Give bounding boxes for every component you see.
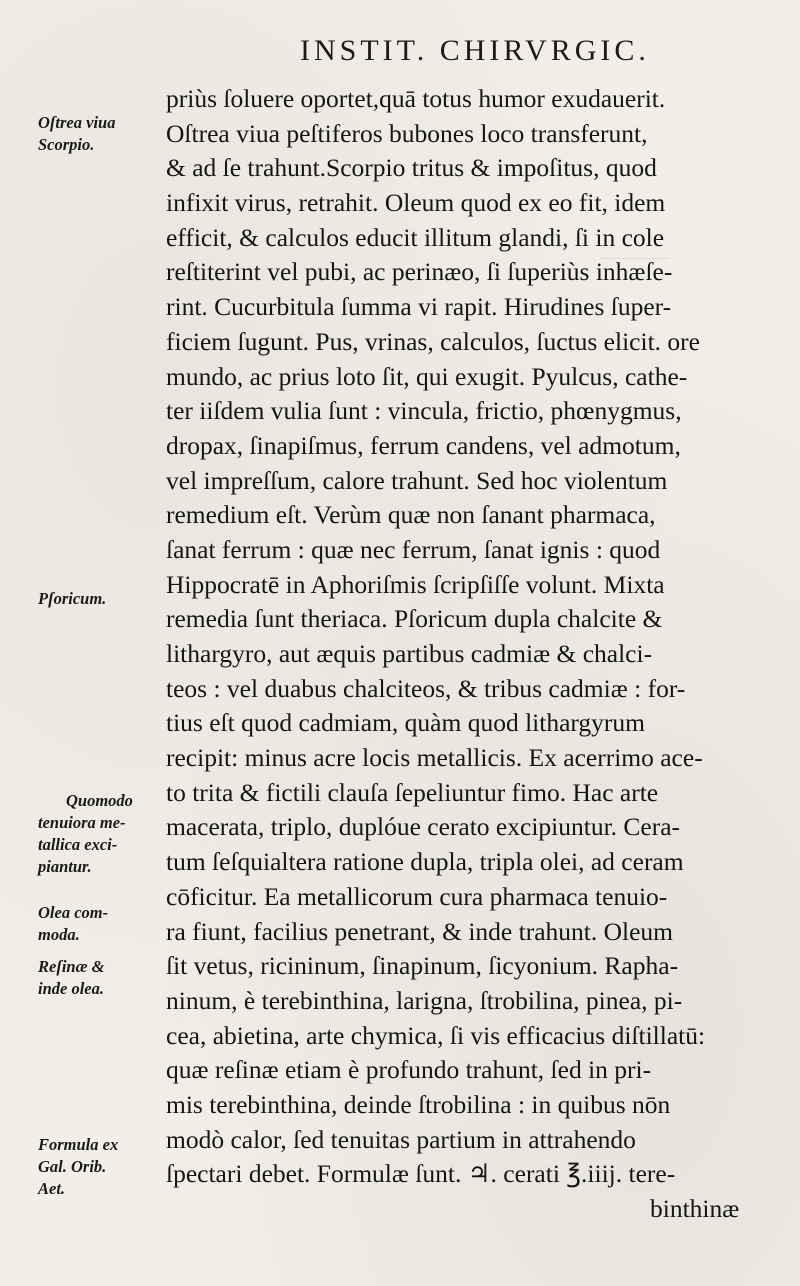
margin-note-resinae — [38, 956, 160, 1000]
margin-note-line: Quomodo — [66, 791, 133, 810]
margin-note-quomodo — [38, 790, 160, 878]
margin-note-line: piantur. — [38, 857, 92, 876]
text-line: ter iiſdem vulia ſunt : vincula, frictio, phœnygmus, — [166, 396, 682, 426]
catchword-line: binthinæ — [650, 1194, 740, 1223]
text-line: tius eſt quod cadmiam, quàm quod lithargyrum — [166, 708, 645, 738]
text-line: cea, abietina, arte chymica, ſi vis efficacius diſtillatū: — [166, 1020, 706, 1050]
text-line: recipit: minus acre locis metallicis. Ex acerrimo ace- — [166, 743, 703, 773]
text-line: ſit vetus, ricininum, ſinapinum, ſicyonium. Rapha- — [166, 951, 679, 981]
running-header: INSTIT. CHIRVRGIC. — [300, 34, 650, 67]
text-line: ficiem ſugunt. Pus, vrinas, calculos, ſuctus elicit. ore — [166, 326, 700, 356]
margin-note-line: Pſoricum. — [38, 589, 107, 608]
margin-note-line: Gal. Orib. — [38, 1157, 107, 1176]
text-line: priùs ſoluere oportet,quā totus humor exudauerit. — [166, 84, 666, 113]
text-line: macerata, triplo, duplóue cerato excipiuntur. Cera- — [166, 812, 681, 842]
text-line: dropax, ſinapiſmus, ferrum candens, vel admotum, — [166, 430, 681, 460]
text-line: to trita & fictili clauſa ſepeliuntur fimo. Hac arte — [166, 777, 659, 807]
text-line: efficit, & calculos educit illitum glandi, ſi in cole — [166, 222, 665, 252]
margin-note-line: moda. — [38, 925, 80, 944]
text-line: remedia ſunt theriaca. Pſoricum dupla chalcite & — [166, 604, 663, 634]
margin-note-line: Scorpio. — [38, 135, 95, 154]
text-line: Oſtrea viua peſtiferos bubones loco transferunt, — [166, 118, 648, 148]
text-line: cōficitur. Ea metallicorum cura pharmaca tenuio- — [166, 881, 668, 911]
margin-note-olea — [38, 902, 160, 946]
margin-note-ostrea — [38, 112, 160, 156]
text-line: ra fiunt, facilius penetrant, & inde trahunt. Oleum — [166, 916, 674, 946]
text-line: modò calor, ſed tenuitas partium in attrahendo — [166, 1124, 636, 1154]
text-line: teos : vel duabus chalciteos, & tribus cadmiæ : for- — [166, 673, 686, 703]
margin-note-formula — [38, 1134, 160, 1200]
text-line: ſpectari debet. Formulæ ſunt. ♃. cerati ℥.iiij. tere- — [166, 1159, 676, 1189]
margin-note-line: tenuiora me- — [38, 813, 126, 832]
margin-note-line: Oſtrea viua — [38, 113, 116, 132]
text-line: ninum, è terebinthina, larigna, ſtrobilina, pinea, pi- — [166, 985, 683, 1015]
text-line: mundo, ac prius loto ſit, qui exugit. Pyulcus, cathe- — [166, 361, 688, 391]
text-line: mis terebinthina, deinde ſtrobilina : in quibus nōn — [166, 1089, 671, 1119]
text-line: & ad ſe trahunt.Scorpio tritus & impoſitus, quod — [166, 153, 657, 183]
text-line: lithargyro, aut æquis partibus cadmiæ & chalci- — [166, 639, 653, 668]
text-line: rint. Cucurbitula ſumma vi rapit. Hirudines ſuper- — [166, 292, 672, 322]
margin-note-line: inde olea. — [38, 979, 104, 998]
text-line: remedium eſt. Verùm quæ non ſanant pharmaca, — [166, 500, 656, 530]
text-line: tum ſeſquialtera ratione dupla, tripla olei, ad ceram — [166, 847, 684, 877]
text-line: ſanat ferrum : quæ nec ferrum, ſanat ignis : quod — [166, 534, 661, 564]
margin-note-line: Formula ex — [38, 1135, 119, 1154]
margin-note-psoricum — [38, 588, 160, 610]
margin-note-line: Olea com- — [38, 903, 109, 922]
text-line: quæ reſinæ etiam è profundo trahunt, ſed in pri- — [166, 1055, 652, 1085]
text-line: Hippocratē in Aphoriſmis ſcripſiſſe volunt. Mixta — [166, 569, 665, 599]
text-line: vel impreſſum, calore trahunt. Sed hoc violentum — [166, 465, 668, 495]
text-line: reſtiterint vel pubi, ac perinæo, ſi ſuperiùs inhæſe- — [166, 257, 673, 287]
text-line: infixit virus, retrahit. Oleum quod ex eo fit, idem — [166, 188, 666, 218]
margin-note-line: Reſinæ & — [38, 957, 105, 976]
margin-note-line: tallica exci- — [38, 835, 118, 854]
main-text — [166, 82, 766, 1227]
margin-note-line: Aet. — [38, 1179, 66, 1198]
